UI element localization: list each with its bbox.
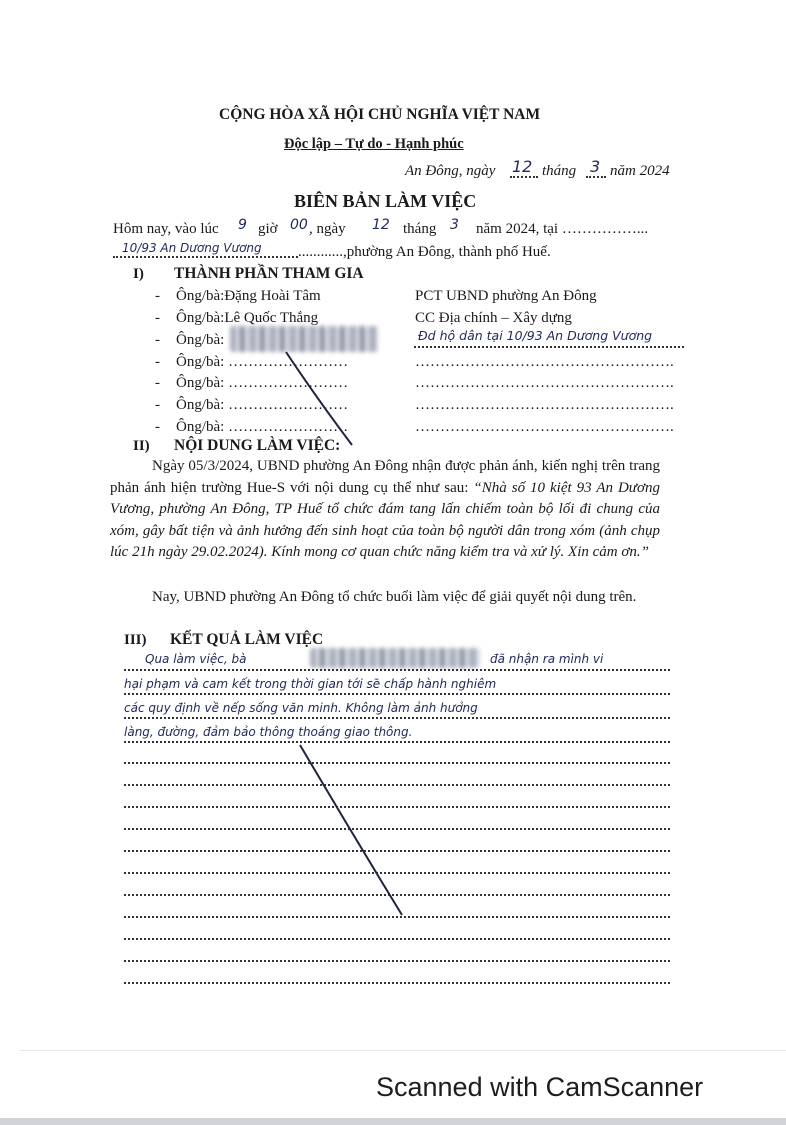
- section-1-title: THÀNH PHẦN THAM GIA: [174, 265, 364, 282]
- bottom-bar: [0, 1118, 786, 1125]
- handwritten-result-line: làng, đường, đảm bảo thông thoáng giao thông.: [124, 725, 413, 739]
- participant-name: Ông/bà:Lê Quốc Thắng: [176, 310, 319, 326]
- motto: Độc lập – Tự do - Hạnh phúc: [284, 136, 464, 152]
- participant-name: Ông/bà:Đặng Hoài Tâm: [176, 288, 321, 304]
- camscanner-watermark: Scanned with CamScanner: [376, 1072, 704, 1102]
- handwritten-result-line: hại phạm và cam kết trong thời gian tới sẽ chấp hành nghiêm: [124, 677, 497, 691]
- section-2-number: II): [133, 438, 150, 454]
- participant-role: PCT UBND phường An Đông: [415, 288, 597, 304]
- purpose-paragraph: Nay, UBND phường An Đông tổ chức buổi làm việc để giải quyết nội dung trên.: [152, 589, 637, 605]
- complaint-quote: “Nhà số 10 kiệt 93 An Dương Vương, phường An Đông, TP Huế tổ chức đám tang lấn chiếm toàn bộ lối đi chung của xóm, gây bất tiện và ảnh hưởng đến sinh hoạt của toàn bộ người dân trong xóm (ảnh chụp lúc 21h ngày 29.02.2024). Kính mong cơ quan chức năng kiểm tra và xử lý. Xin cảm ơn.”: [110, 479, 660, 560]
- strike-line-section-1: [286, 352, 352, 445]
- section-3-number: III): [124, 632, 147, 648]
- participant-role-handwritten: Đd hộ dân tại 10/93 An Dương Vương: [418, 328, 653, 343]
- section-3-title: KẾT QUẢ LÀM VIỆC: [170, 631, 324, 648]
- section-2-title: NỘI DUNG LÀM VIỆC:: [174, 437, 341, 454]
- scan-edge: [20, 1050, 786, 1051]
- complaint-paragraph: Ngày 05/3/2024, UBND phường An Đông nhận được phản ánh, kiến nghị trên trang phản ánh hiện trường Hue-S với nội dung cụ thể như sau: “Nhà số 10 kiệt 93 An Dương Vương, phường An Đông, TP Huế tổ chức đám tang lấn chiếm toàn bộ lối đi chung của xóm, gây bất tiện và ảnh hưởng đến sinh hoạt của toàn bộ người dân trong xóm (ảnh chụp lúc 21h ngày 29.02.2024). Kính mong cơ quan chức năng kiểm tra và xử lý. Xin cảm ơn.”: [110, 458, 660, 560]
- handwritten-result-line: Qua làm việc, bà: [145, 652, 247, 666]
- scanned-document: CỘNG HÒA XÃ HỘI CHỦ NGHĨA VIỆT NAM Độc lập – Tự do - Hạnh phúc An Đông, ngày 12 tháng 3 năm 2024 BIÊN BẢN LÀM VIỆC Hôm nay, vào lúc 9 giờ 00 , ngày 12 tháng 3 năm 2024, tại ……………... 10/93 An Dương Vương ............,phường An Đông, thành phố Huế. I) THÀNH PHẦN THAM GIA - Ông/bà:Đặng Hoài Tâm PCT UBND phường An Đông - Ông/bà:Lê Quốc Thắng CC Địa chính – Xây dựng - Ông/bà: Đd hộ dân tại 10/93 An Dương Vương - Ông/bà: …………………… ……………………………………………. - Ông/bà: …………………… ……………………………………………. - Ông/bà: …………………… ……………………………………………. - Ông/bà: …………………… ……………………………………………. II) NỘI DUNG LÀM VIỆC: Ngày 05/3/2024, UBND phường An Đông nhận được phản ánh, kiến nghị trên trang phản ánh hiện trường Hue-S với nội dung cụ thể như sau: “Nhà số 10 kiệt 93 An Dương Vương, phường An Đông, TP Huế tổ chức đám tang lấn chiếm toàn bộ lối đi chung của xóm, gây bất tiện và ảnh hưởng đến sinh hoạt của toàn bộ người dân trong xóm (ảnh chụp lúc 21h ngày 29.02.2024). Kính mong cơ quan chức năng kiểm tra và xử lý. Xin cảm ơn.” Nay, UBND phường An Đông tổ chức buổi làm việc để giải quyết nội dung trên. III) KẾT QUẢ LÀM VIỆC Qua làm việc, bà đã nhận ra mình vi hại phạm và cam kết trong thời gian tới sẽ chấp hành nghiêm các quy định về nếp sống văn minh. Không làm ảnh hưởng làng, đường, đảm bảo thông thoáng giao thông. Scanned with CamScanner: [0, 0, 786, 1125]
- strike-line-section-3: [300, 745, 402, 915]
- nation-heading: CỘNG HÒA XÃ HỘI CHỦ NGHĨA VIỆT NAM: [219, 106, 541, 123]
- participant-role: CC Địa chính – Xây dựng: [415, 310, 572, 326]
- document-title: BIÊN BẢN LÀM VIỆC: [294, 191, 477, 211]
- participant-name: Ông/bà:: [176, 332, 225, 348]
- handwritten-day: 12: [512, 157, 533, 176]
- handwritten-result-line: các quy định về nếp sống văn minh. Không làm ảnh hưởng: [124, 701, 478, 715]
- handwritten-month: 3: [590, 157, 601, 176]
- section-1-number: I): [133, 266, 144, 282]
- handwritten-result-line: đã nhận ra mình vi: [490, 652, 604, 666]
- handwritten-address: 10/93 An Dương Vương: [122, 241, 262, 255]
